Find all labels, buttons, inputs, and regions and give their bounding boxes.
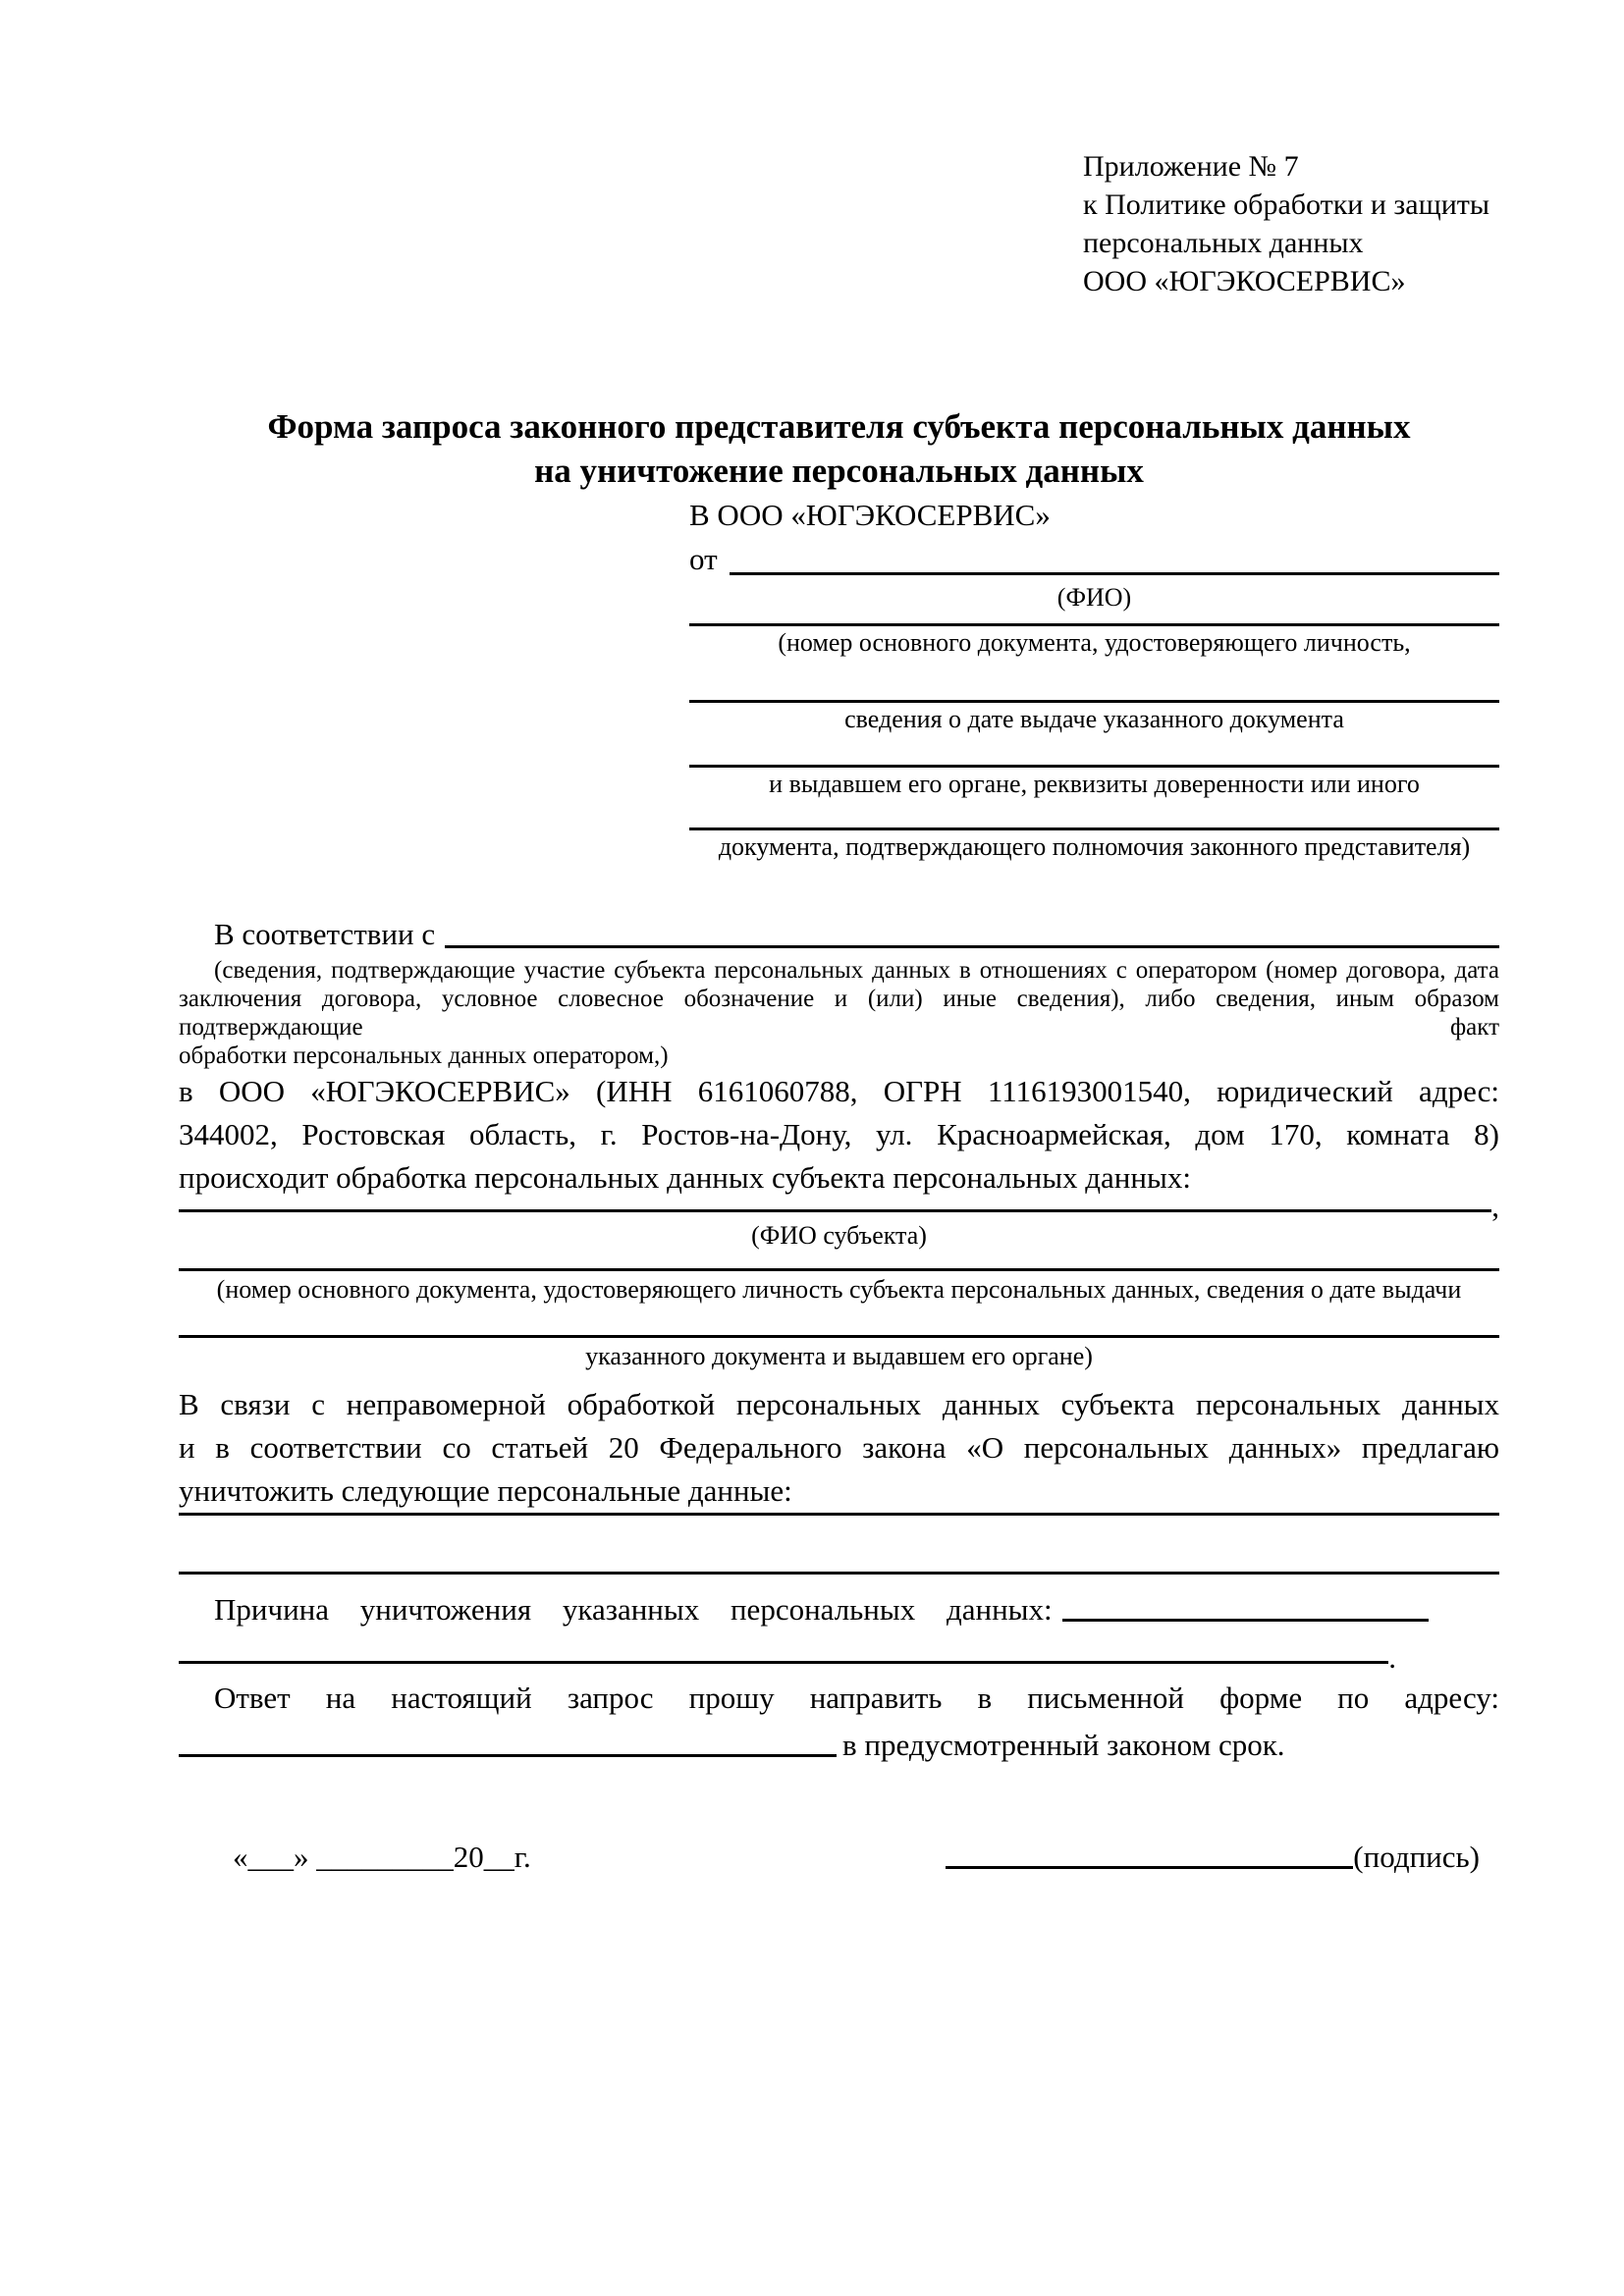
from-row xyxy=(689,537,1499,581)
appendix-block xyxy=(1083,147,1499,300)
data-to-destroy-blank-line xyxy=(179,1572,1499,1575)
signature-blank-line xyxy=(946,1866,1353,1869)
reason-blank-line xyxy=(179,1661,1388,1664)
reply-address-row xyxy=(179,1720,1499,1763)
data-to-destroy-blank-line xyxy=(179,1513,1499,1516)
operator-paragraph-line: в ООО «ЮГЭКОСЕРВИС» (ИНН 6161060788, ОГРН 1116193001540, юридический адрес: xyxy=(179,1074,1499,1108)
according-note-line: обработки персональных данных оператором,) xyxy=(179,1042,669,1069)
addressee-block xyxy=(689,493,1499,862)
trailing-comma: , xyxy=(1491,1189,1499,1223)
caption-subject-fio: (ФИО субъекта) xyxy=(751,1221,927,1250)
signature-footer xyxy=(179,1832,1499,1875)
representative-fio-blank-line xyxy=(730,572,1499,575)
signature-caption: (подпись) xyxy=(1353,1840,1480,1874)
operator-paragraph-line: происходит обработка персональных данных субъекта персональных данных: xyxy=(179,1160,1191,1195)
representative-doc-blank-line xyxy=(689,765,1499,768)
form-title xyxy=(179,404,1499,493)
subject-fio-blank-line xyxy=(179,1209,1491,1212)
request-paragraph-line: В связи с неправомерной обработкой персональных данных субъекта персональных данных xyxy=(179,1387,1499,1421)
reply-paragraph: Ответ на настоящий запрос прошу направить в письменной форме по адресу: xyxy=(214,1681,1499,1715)
according-label: В соответствии с xyxy=(214,917,436,951)
operator-paragraph-line: 344002, Ростовская область, г. Ростов-на-Дону, ул. Красноармейская, дом 170, комната 8) xyxy=(179,1117,1499,1151)
date-blank: «___» _________20__г. xyxy=(233,1840,531,1874)
according-note-line: заключения договора, условное словесное обозначение и (или) иные сведения), либо сведения, иным образом подтверждающие факт xyxy=(179,986,1499,1041)
reply-address-blank-line xyxy=(179,1754,837,1757)
caption-fio: (ФИО) xyxy=(1056,583,1132,612)
appendix-line: к Политике обработки и защиты xyxy=(1083,188,1490,221)
caption-doc-issue-date: сведения о дате выдаче указанного документа xyxy=(844,705,1344,733)
according-row xyxy=(179,913,1499,952)
form-title-line2: на уничтожение персональных данных xyxy=(534,452,1144,490)
subject-fio-row xyxy=(179,1189,1499,1223)
caption-subject-doc-2: указанного документа и выдавшем его органе) xyxy=(585,1342,1093,1370)
representative-doc-blank-line xyxy=(689,828,1499,830)
trailing-period: . xyxy=(1388,1640,1396,1675)
request-paragraph xyxy=(179,1383,1499,1513)
according-note xyxy=(179,956,1499,1070)
subject-doc-blank-line xyxy=(179,1268,1499,1271)
subject-doc-blank-line xyxy=(179,1335,1499,1338)
form-title-line1: Форма запроса законного представителя субъекта персональных данных xyxy=(267,407,1411,446)
according-blank-line xyxy=(445,945,1499,948)
request-paragraph-line: уничтожить следующие персональные данные: xyxy=(179,1473,792,1508)
reason-label: Причина уничтожения указанных персональных данных: xyxy=(214,1592,1053,1627)
from-label: от xyxy=(689,542,718,576)
according-note-line: (сведения, подтверждающие участие субъекта персональных данных в отношениях с оператором (номер договора, дата xyxy=(214,957,1499,984)
appendix-line: персональных данных xyxy=(1083,227,1364,259)
representative-doc-blank-line xyxy=(689,623,1499,626)
reason-blank-line xyxy=(1062,1619,1429,1622)
appendix-line: Приложение № 7 xyxy=(1083,150,1299,183)
reason-continuation-row xyxy=(179,1640,1396,1675)
operator-paragraph xyxy=(179,1070,1499,1200)
caption-doc-powers: документа, подтверждающего полномочия законного представителя) xyxy=(718,832,1471,861)
caption-doc-number: (номер основного документа, удостоверяющего личность, xyxy=(778,628,1411,657)
reply-tail: в предусмотренный законом срок. xyxy=(842,1728,1285,1762)
signature-area xyxy=(946,1840,1480,1875)
representative-doc-blank-line xyxy=(689,700,1499,703)
caption-doc-authority: и выдавшем его органе, реквизиты доверенности или иного xyxy=(769,770,1420,798)
caption-subject-doc-1: (номер основного документа, удостоверяющего личность субъекта персональных данных, сведения о дате выдачи xyxy=(216,1275,1462,1304)
appendix-line: ООО «ЮГЭКОСЕРВИС» xyxy=(1083,265,1406,297)
addressee-to: В ООО «ЮГЭКОСЕРВИС» xyxy=(689,498,1051,532)
reason-row xyxy=(179,1586,1499,1628)
request-paragraph-line: и в соответствии со статьей 20 Федерального закона «О персональных данных» предлагаю xyxy=(179,1430,1499,1465)
